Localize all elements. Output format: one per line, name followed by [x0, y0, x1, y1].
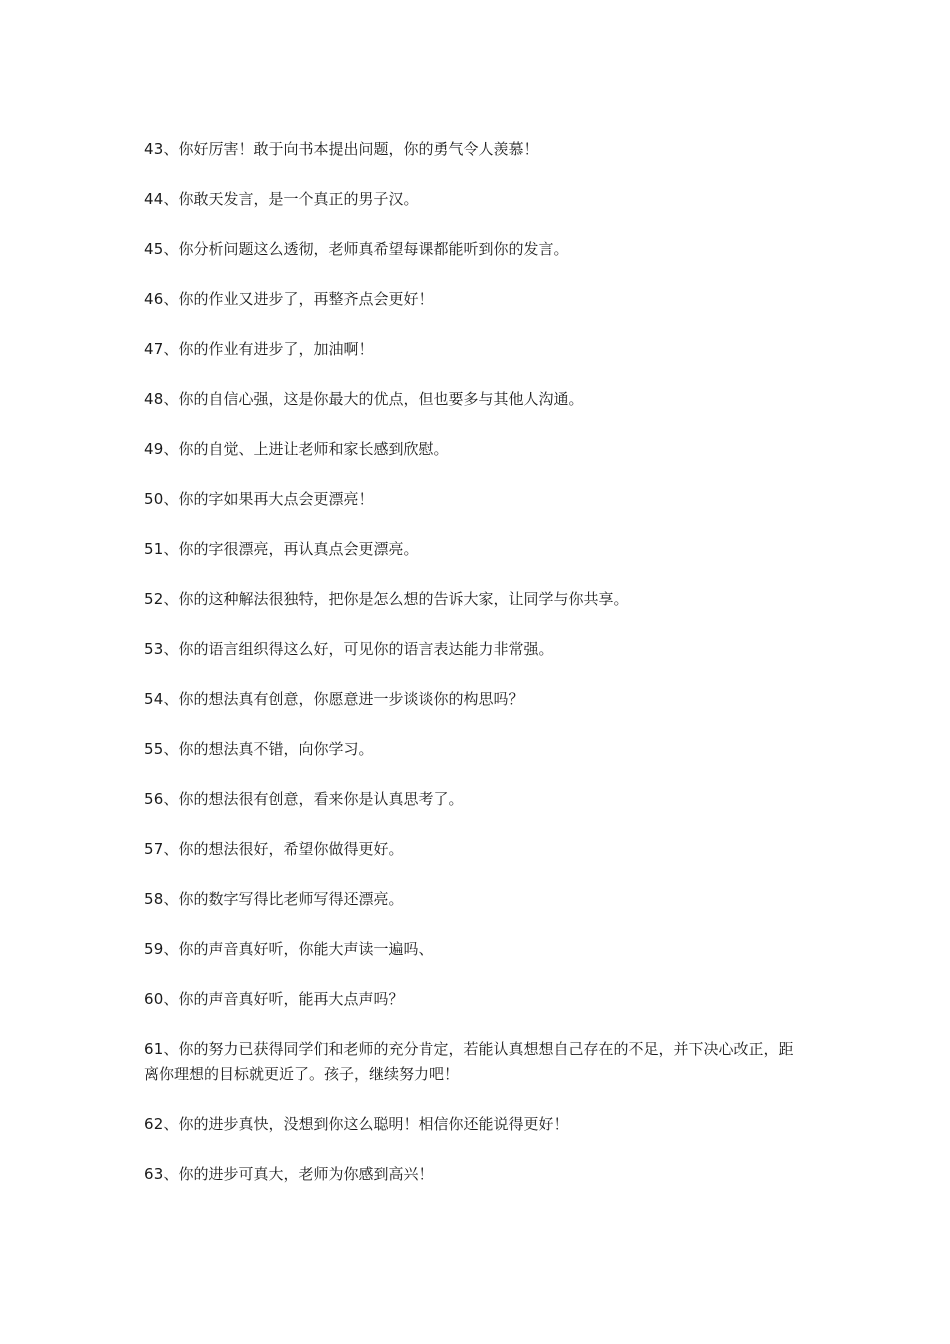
- list-item: [144, 137, 808, 162]
- item-number: 59: [144, 940, 164, 958]
- list-item: [144, 337, 808, 362]
- list-item: [144, 1162, 808, 1187]
- list-item: [144, 737, 808, 762]
- item-text: 、你好厉害！敢于向书本提出问题，你的勇气令人羡慕！: [163, 140, 539, 158]
- list-item: [144, 787, 808, 812]
- item-text: 、你的声音真好听，你能大声读一遍吗、: [163, 940, 434, 958]
- list-item: [144, 287, 808, 312]
- list-item: [144, 437, 808, 462]
- item-text: 、你的想法真不错，向你学习。: [163, 740, 374, 758]
- item-number: 52: [144, 590, 164, 608]
- list-item: [144, 887, 808, 912]
- item-number: 56: [144, 790, 164, 808]
- item-text: 、你分析问题这么透彻，老师真希望每课都能听到你的发言。: [163, 240, 569, 258]
- item-number: 43: [144, 140, 164, 158]
- item-number: 48: [144, 390, 164, 408]
- item-number: 55: [144, 740, 164, 758]
- item-text: 、你的进步可真大，老师为你感到高兴！: [163, 1165, 434, 1183]
- comment-list: [144, 137, 808, 1212]
- list-item: [144, 487, 808, 512]
- item-text: 、你的进步真快，没想到你这么聪明！相信你还能说得更好！: [163, 1115, 569, 1133]
- list-item: [144, 387, 808, 412]
- list-item: [144, 687, 808, 712]
- item-text: 、你的作业有进步了，加油啊！: [163, 340, 374, 358]
- list-item: [144, 187, 808, 212]
- item-text: 、你的想法很有创意，看来你是认真思考了。: [163, 790, 464, 808]
- item-text: 、你的声音真好听，能再大点声吗？: [163, 990, 404, 1008]
- item-number: 57: [144, 840, 164, 858]
- item-text: 、你的自信心强，这是你最大的优点，但也要多与其他人沟通。: [163, 390, 584, 408]
- list-item: [144, 587, 808, 612]
- list-item: [144, 237, 808, 262]
- item-number: 58: [144, 890, 164, 908]
- list-item: [144, 937, 808, 962]
- item-number: 45: [144, 240, 164, 258]
- item-number: 46: [144, 290, 164, 308]
- item-text: 、你的字如果再大点会更漂亮！: [163, 490, 374, 508]
- item-number: 50: [144, 490, 164, 508]
- item-text: 、你敢天发言，是一个真正的男子汉。: [163, 190, 419, 208]
- list-item: [144, 1112, 808, 1137]
- item-number: 44: [144, 190, 164, 208]
- item-number: 63: [144, 1165, 164, 1183]
- item-text: 、你的想法真有创意，你愿意进一步谈谈你的构思吗？: [163, 690, 524, 708]
- item-text: 、你的字很漂亮，再认真点会更漂亮。: [163, 540, 419, 558]
- item-number: 62: [144, 1115, 164, 1133]
- item-number: 53: [144, 640, 164, 658]
- item-number: 49: [144, 440, 164, 458]
- list-item: [144, 537, 808, 562]
- list-item: [144, 1037, 808, 1087]
- item-text: 、你的想法很好，希望你做得更好。: [163, 840, 404, 858]
- item-text: 、你的努力已获得同学们和老师的充分肯定，若能认真想想自己存在的不足，并下决心改正，距离你理想的目标就更近了。孩子，继续努力吧！: [144, 1040, 794, 1083]
- item-number: 47: [144, 340, 164, 358]
- list-item: [144, 837, 808, 862]
- item-text: 、你的语言组织得这么好，可见你的语言表达能力非常强。: [163, 640, 554, 658]
- item-number: 51: [144, 540, 164, 558]
- item-text: 、你的数字写得比老师写得还漂亮。: [163, 890, 404, 908]
- item-text: 、你的这种解法很独特，把你是怎么想的告诉大家，让同学与你共享。: [163, 590, 629, 608]
- item-number: 54: [144, 690, 164, 708]
- item-number: 60: [144, 990, 164, 1008]
- item-number: 61: [144, 1040, 164, 1058]
- list-item: [144, 637, 808, 662]
- item-text: 、你的自觉、上进让老师和家长感到欣慰。: [163, 440, 449, 458]
- list-item: [144, 987, 808, 1012]
- item-text: 、你的作业又进步了，再整齐点会更好！: [163, 290, 434, 308]
